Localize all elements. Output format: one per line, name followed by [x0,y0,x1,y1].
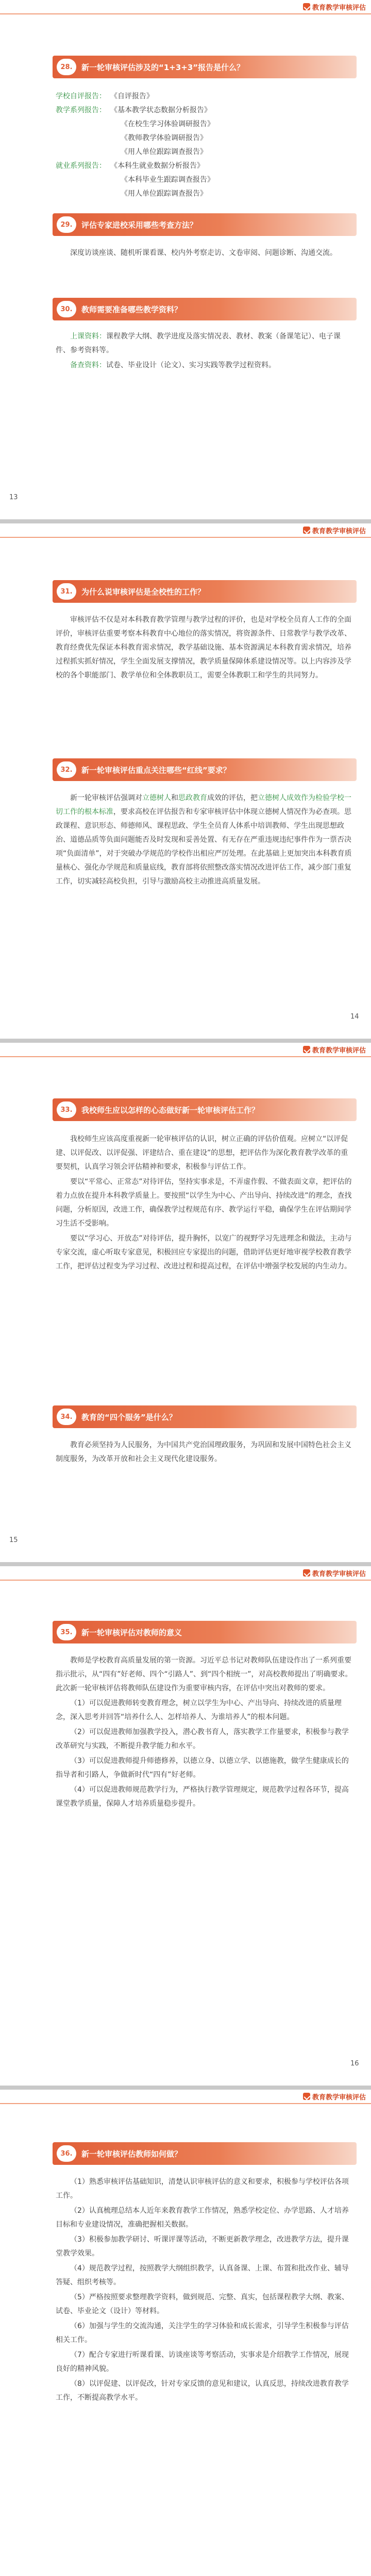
paragraph: 我校师生应该高度重视新一轮审核评估的认识，树立正确的评估价值观。应树立“以评促建、以评促改、以评促强、评建结合、重在建设”的思想，把评估作为深化教育教学改革的重要契机，认真学习领会评估精神和要求，积极参与评估工作。 [56,1135,348,1171]
section-bar-30 [53,298,357,320]
page-number: 14 [350,1013,359,1021]
item-label: 上课资料： [70,332,106,341]
check-logo-icon [303,2093,310,2100]
section-number: 28. [57,59,76,75]
item-value: 《本科生就业数据分析报告》 [110,162,204,170]
section-bar-28 [53,56,357,78]
item-value: 《用人单位跟踪调查报告》 [121,148,207,156]
section-number: 36. [57,2145,76,2162]
item-label: 学校自评报告： [56,92,106,100]
page-header [0,0,371,13]
paragraph: （5）严格按照要求整理教学资料，做到规范、完整、真实，包括课程教学大纲、教案、试卷、毕业论文（设计）等材料。 [56,2293,349,2315]
page-16 [0,1566,371,2086]
section-number: 29. [57,216,76,233]
section-body-36 [56,2175,353,2406]
section-title: 新一轮审核评估重点关注哪些“红线”要求？ [81,765,231,775]
item-label: 教学系列报告： [56,106,106,114]
paragraph: （2）可以促进教师加强教学投入，潜心教书育人，落实教学工作量要求，积极参与教学改革研究与实践，不断提升教学能力和水平。 [56,1728,349,1750]
paragraph: （4）可以促进教师规范教学行为，严格执行教学管理规定，规范教学过程各环节，提高课堂教学质量，保障人才培养质量稳步提升。 [56,1786,349,1808]
header-title: 教育教学审核评估 [312,2093,366,2102]
page-number: 13 [9,494,18,501]
header-rule [0,1580,371,1581]
header-logo [303,2,366,12]
section-title: 新一轮审核评估涉及的“1+3+3”报告是什么？ [81,62,245,72]
page-header [0,1043,371,1056]
paragraph: （4）规范教学过程，按照教学大纲组织教学，认真备课、上课、布置和批改作业、辅导答疑、组织考核等。 [56,2264,349,2286]
paragraph: 审核评估不仅是对本科教育教学管理与教学过程的评价，也是对学校全员育人工作的全面评价，审核评估重要考察本科教育中心地位的落实情况，将资源条件、日常教学与教学改革、教育经费优先保证本科教育需求情况，教学基础设施、基本资源满足本科教育需求情况，培养过程抓实抓好情况，学生全面发展支撑情况，教学质量保障体系建设情况等。以上内容涉及学校的各个职能部门、教学单位和全体教职员工，需要全体教职工和学生的共同努力。 [56,616,351,680]
paragraph: 深度访谈座谈、随机听课看课、校内外考察走访、文卷审阅、问题诊断、沟通交流。 [70,249,337,257]
section-body-32 [56,791,353,890]
section-bar-29 [53,213,357,236]
header-title: 教育教学审核评估 [312,527,366,535]
section-body-30 [56,330,353,374]
section-number: 30. [57,301,76,317]
section-title: 评估专家进校采用哪些考查方法？ [81,220,198,230]
page-header [0,1566,371,1580]
paragraph: 要以“学习心、开放态”对待评估，提升胸怀，以宽广的视野学习先进理念和做法，主动与专家交流，虚心听取专家意见，积极回应专家提出的问题，借助评估更好地审视学校教育教学工作，把评估过程变为学习过程、改进过程和提高过程，在评估中增强学校发展的内生动力。 [56,1234,352,1270]
header-logo [303,1045,366,1055]
check-logo-icon [303,3,310,10]
section-number: 31. [57,583,76,600]
header-title: 教育教学审核评估 [312,4,366,12]
item-value: 试卷、毕业设计（论文）、实习实践等教学过程资料。 [106,361,276,369]
header-rule [0,537,371,538]
page-13 [0,0,371,519]
header-logo [303,1568,366,1578]
header-logo [303,526,366,535]
paragraph: 教师是学校教育高质量发展的第一资源。习近平总书记对教师队伍建设作出了一系列重要指示批示，从“四有”好老师、四个“引路人”、到“四个相统一”，对高校教师提出了明确要求。此次新一轮审核评估将教师队伍建设作为重要审核内容，在评估中突出对教师的要求。 [56,1656,352,1692]
paragraph: （3）可以促进教师提升师德修养，以德立身、以德立学、以德施教，做学生健康成长的指导者和引路人，争做新时代“四有”好老师。 [56,1757,349,1779]
section-number: 32. [57,761,76,778]
page-14 [0,523,371,1039]
check-logo-icon [303,527,310,534]
section-body-35 [56,1654,353,1812]
paragraph: （2）认真梳理总结本人近年来教育教学工作情况，熟悉学校定位、办学思路、人才培养目标和专业建设情况，准确把握相关数据。 [56,2207,349,2229]
section-title: 为什么说审核评估是全校性的工作？ [81,587,206,597]
section-bar-33 [53,1098,357,1121]
section-body-34 [56,1438,353,1467]
check-logo-icon [303,1569,310,1577]
section-bar-35 [53,1621,357,1643]
section-number: 35. [57,1624,76,1640]
item-value: 《自评报告》 [110,92,154,100]
paragraph: （7）配合专家进行听课看课、访谈座谈等考察活动，实事求是介绍教学工作情况，展现良好的精神风貌。 [56,2351,349,2373]
page-header [0,2090,371,2103]
section-body-33 [56,1132,353,1275]
item-value: 《在校生学习体验调研报告》 [121,120,214,128]
paragraph: （8）以评促建、以评促改，针对专家反馈的意见和建议，认真反思，持续改进教育教学工作，不断提高教学水平。 [56,2380,349,2402]
section-number: 34. [57,1409,76,1425]
item-value: 《教师教学体验调研报告》 [121,134,207,142]
page-15 [0,1043,371,1562]
page-number: 15 [9,1536,18,1544]
paragraph: 教育必须坚持为人民服务，为中国共产党治国理政服务，为巩固和发展中国特色社会主义制度服务，为改革开放和社会主义现代化建设服务。 [56,1441,351,1463]
section-bar-36 [53,2142,357,2165]
page-number: 16 [350,2060,359,2067]
section-number: 33. [57,1101,76,1118]
paragraph: 新一轮审核评估强调对立德树人和思政教育成效的评估，把立德树人成效作为检验学校一切工作的根本标准，要求高校在评估报告和专家审核评估中体现立德树人情况作为必查项。思政课程、意识形态、师德师风、课程思政、学生全员育人体系中培训教师、学生出现思想政治、道德品质等负面问题能否及时发现和妥善处置、有无存在严重违规违纪事件作为一票否决项“负面清单”，对于突破办学规范的学校作出相应严厉处理。在此基础上更加突出本科教育质量核心、强化办学规范和质量底线，教育部将依照整改落实情况改进评估工作，减少部门重复工作，切实减轻高校负担，引导与激励高校主动推进高质量发展。 [56,794,352,886]
item-label: 就业系列报告： [56,162,106,170]
paragraph: （6）加强与学生的交流沟通，关注学生的学习体验和成长需求，引导学生积极参与评估相关工作。 [56,2322,349,2344]
page-header [0,523,371,537]
paragraph: 要以“平常心、正常态”对待评估，坚持实事求是，不弄虚作假、不做表面文章，把评估的着力点放在提升本科教学质量上。要按照“以学生为中心、产出导向、持续改进”的理念，查找问题，分析原因，改进工作，确保教学过程规范有序、教学运行平稳，确保学生在评估期间学习生活不受影响。 [56,1178,352,1228]
header-title: 教育教学审核评估 [312,1570,366,1578]
section-title: 教育的“四个服务”是什么？ [81,1412,177,1422]
item-value: 《用人单位跟踪调查报告》 [121,190,207,198]
header-rule [0,2103,371,2104]
header-title: 教育教学审核评估 [312,1046,366,1055]
paragraph: （1）熟悉审核评估基础知识，清楚认识审核评估的意义和要求，积极参与学校评估各项工作。 [56,2178,349,2200]
section-bar-31 [53,580,357,603]
check-logo-icon [303,1046,310,1053]
paragraph: （1）可以促进教师转变教育理念，树立以学生为中心、产出导向、持续改进的质量理念，深入思考并回答“培养什么人、怎样培养人、为谁培养人”的根本问题。 [56,1699,342,1721]
header-logo [303,2092,366,2102]
item-value: 《本科毕业生跟踪调查报告》 [121,176,214,184]
section-title: 教师需要准备哪些教学资料？ [81,304,182,314]
item-label: 备查资料： [70,361,106,369]
section-title: 我校师生应以怎样的心态做好新一轮审核评估工作？ [81,1105,260,1115]
page-17 [0,2090,371,2576]
section-title: 新一轮审核评估对教师的意义 [81,1628,182,1637]
section-body-31 [56,613,353,684]
item-value: 《基本教学状态数据分析报告》 [110,106,211,114]
item-value: 课程教学大纲、教学进度及落实情况表、教材、教案（备课笔记）、电子课件、参考资料等。 [56,332,341,354]
header-rule [0,1056,371,1057]
section-title: 新一轮审核评估教师如何做？ [81,2149,182,2159]
paragraph: （3）积极参加教学研讨、听课评课等活动，不断更新教学理念，改进教学方法，提升课堂教学效果。 [56,2235,349,2258]
section-body-28 [56,90,353,201]
section-bar-32 [53,758,357,781]
section-body-29 [56,246,353,261]
header-rule [0,13,371,14]
section-bar-34 [53,1405,357,1428]
